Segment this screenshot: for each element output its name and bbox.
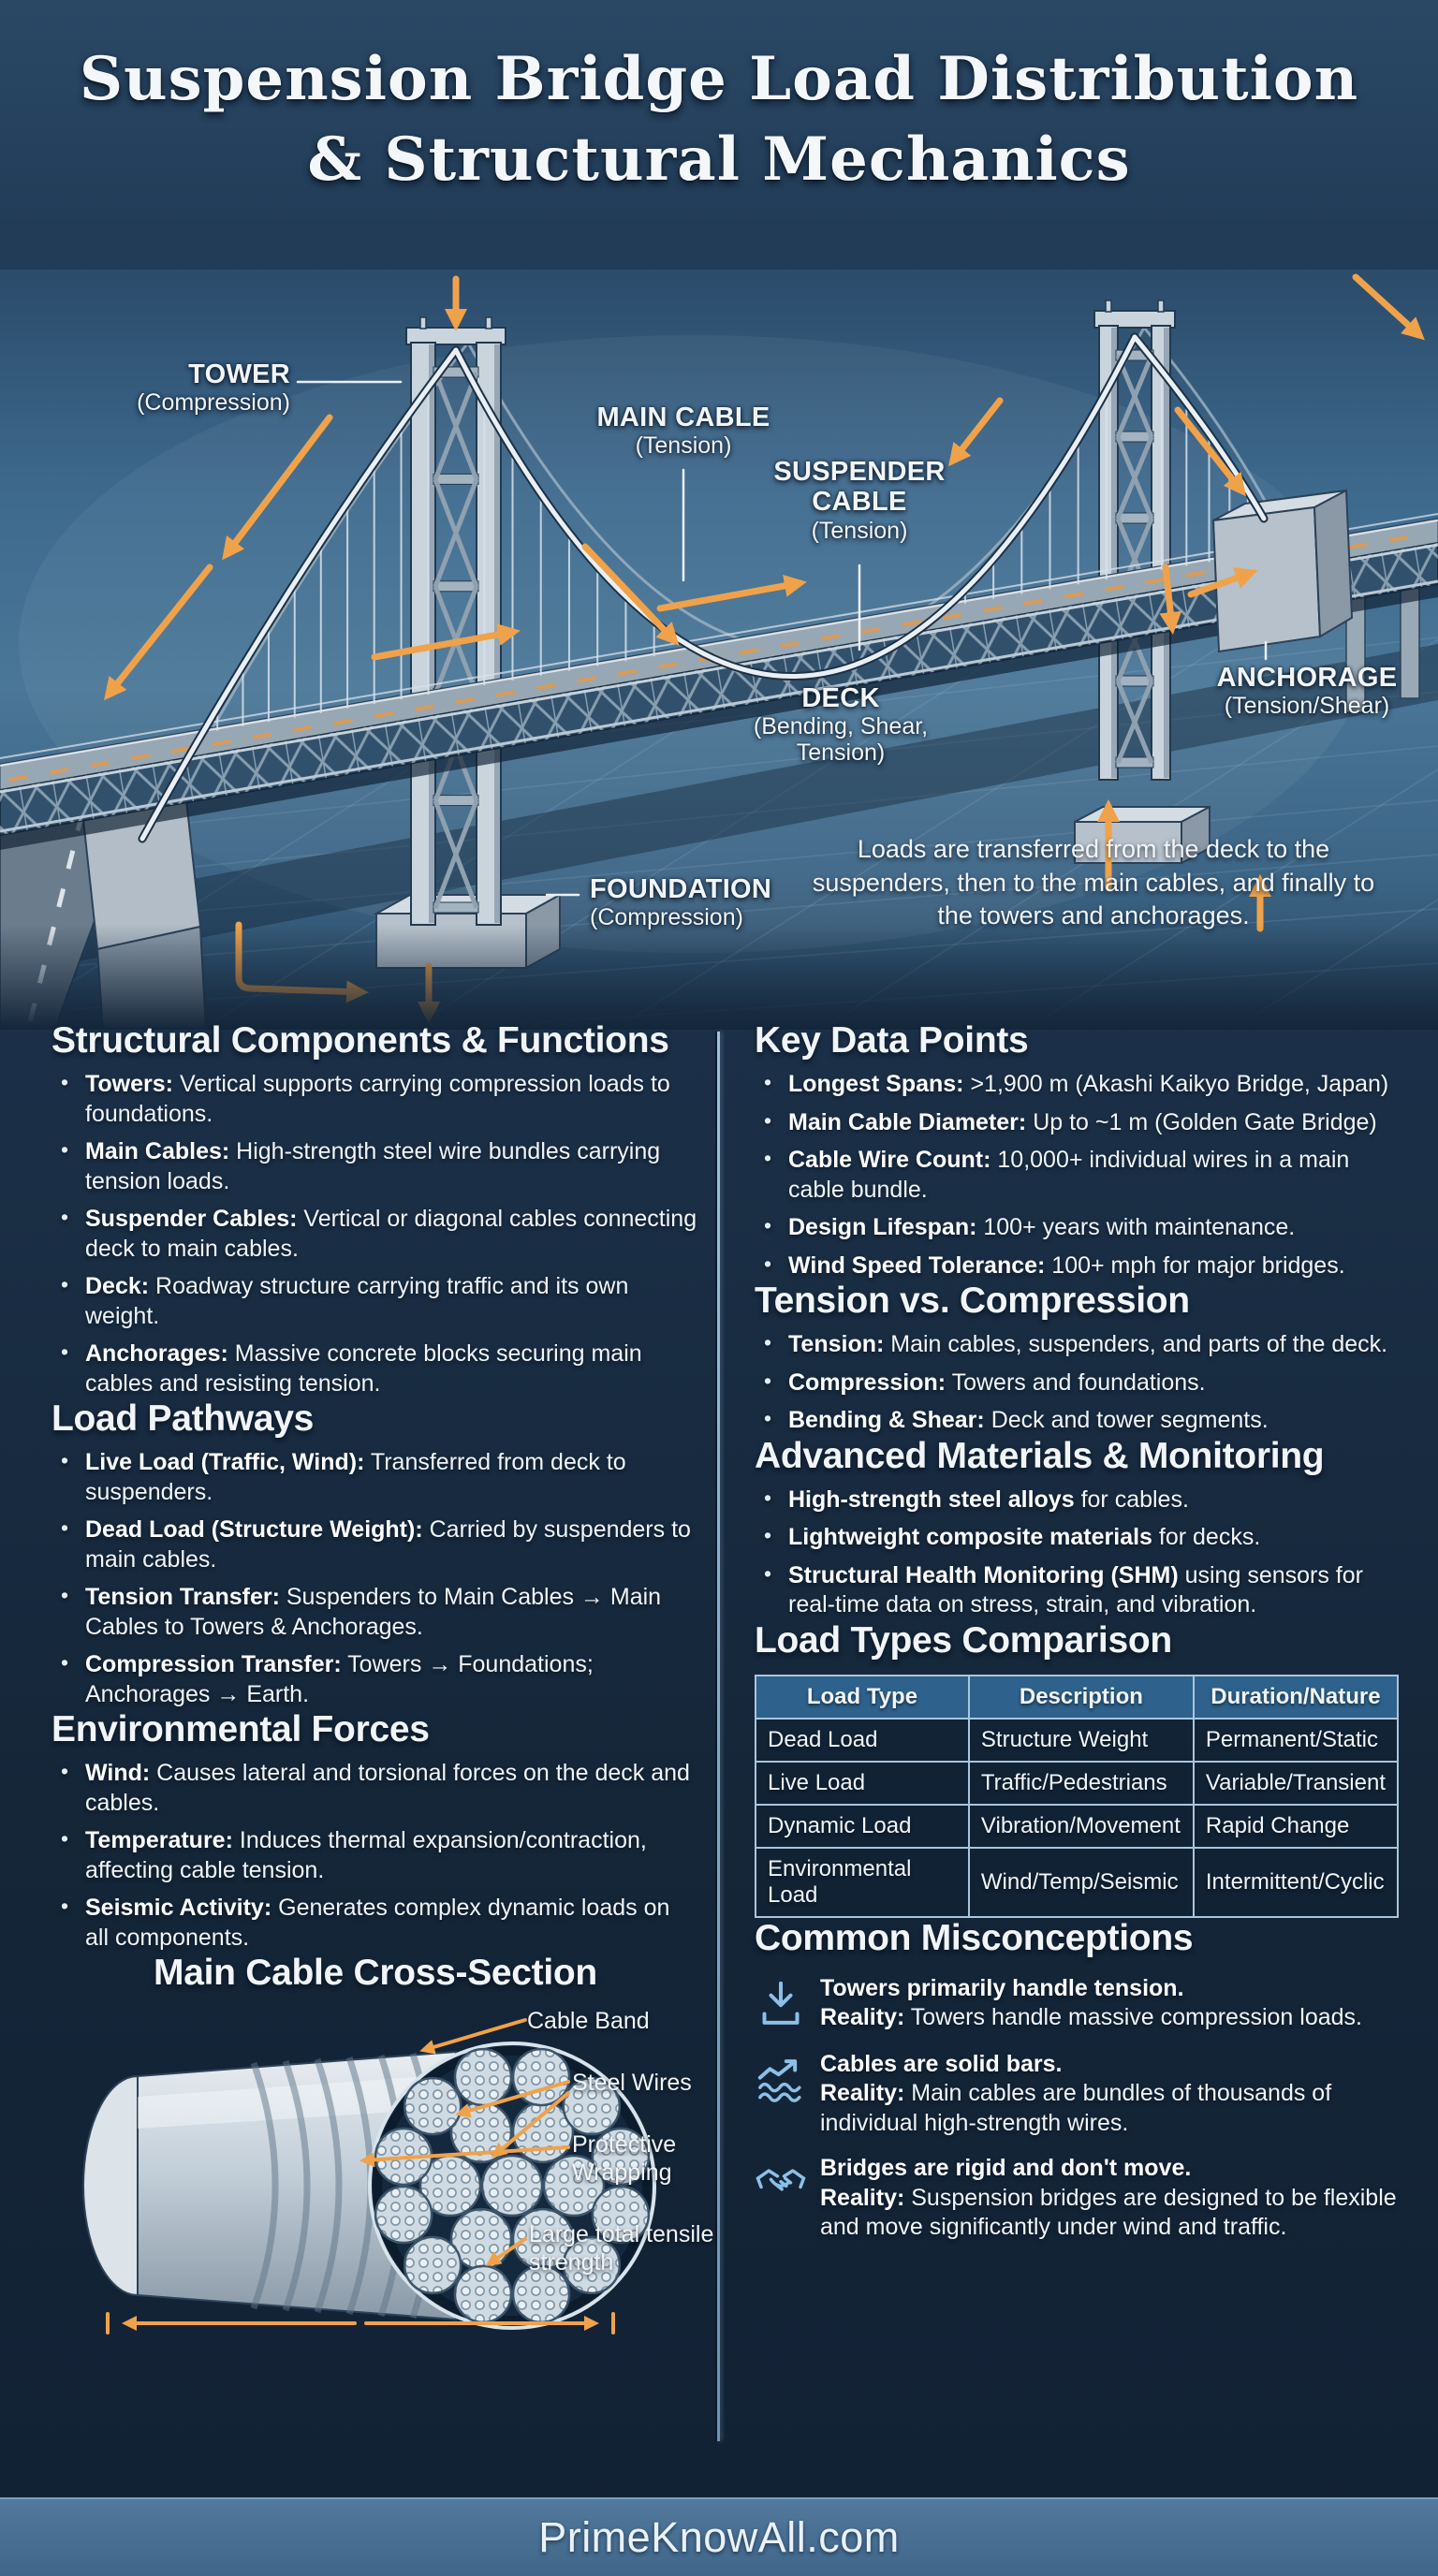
cross-section-label-wrapping: Protective Wrapping xyxy=(572,2131,677,2186)
handshake-icon xyxy=(755,2154,820,2243)
misconception-myth: Cables are solid bars. xyxy=(820,2050,1063,2077)
list-item: • Tension: Main cables, suspenders, and parts of the deck. xyxy=(755,1330,1399,1360)
list-item: • Suspender Cables: Vertical or diagonal cables connecting deck to main cables. xyxy=(51,1205,699,1264)
label-deck: DECK (Bending, Shear, Tension) xyxy=(753,683,929,767)
right-column xyxy=(755,1020,1399,2243)
table-header-cell: Description xyxy=(969,1676,1194,1719)
section-title-structural: Structural Components & Functions xyxy=(51,1020,669,1061)
list-item: • Lightweight composite materials for decks. xyxy=(755,1523,1399,1553)
list-item: • Bending & Shear: Deck and tower segments. xyxy=(755,1406,1399,1436)
misconception-reality: Reality: Suspension bridges are designed to be flexible and move significantly under wind and traffic. xyxy=(820,2184,1397,2241)
environment-list xyxy=(51,1759,699,1953)
label-tower-name: TOWER xyxy=(188,359,290,389)
section-title-environment: Environmental Forces xyxy=(51,1709,430,1749)
list-item: • Anchorages: Massive concrete blocks securing main cables and resisting tension. xyxy=(51,1339,699,1398)
section-title-tension-compression: Tension vs. Compression xyxy=(755,1281,1190,1321)
list-item: • Wind Speed Tolerance: 100+ mph for major bridges. xyxy=(755,1251,1399,1281)
list-item: • Wind: Causes lateral and torsional forces on the deck and cables. xyxy=(51,1759,699,1818)
column-divider xyxy=(717,1032,720,2441)
misconception-myth: Towers primarily handle tension. xyxy=(820,1974,1184,2001)
list-item: • Compression Transfer: Towers → Foundations; Anchorages → Earth. xyxy=(51,1650,699,1709)
section-title-key-data: Key Data Points xyxy=(755,1020,1029,1061)
table-row: Live Load Traffic/Pedestrians Variable/Transient xyxy=(756,1762,1398,1805)
table-header-cell: Load Type xyxy=(756,1676,969,1719)
page-title-line1: Suspension Bridge Load Distribution xyxy=(79,44,1359,114)
left-column xyxy=(51,1020,714,2342)
list-item: • Dead Load (Structure Weight): Carried by suspenders to main cables. xyxy=(51,1515,699,1574)
key-data-list xyxy=(755,1070,1399,1281)
site-name: PrimeKnowAll.com xyxy=(538,2513,900,2561)
table-header-row xyxy=(756,1676,1398,1719)
section-title-misconceptions: Common Misconceptions xyxy=(755,1917,1194,1958)
misconception-item xyxy=(755,2050,1399,2139)
list-item: • Main Cable Diameter: Up to ~1 m (Golden Gate Bridge) xyxy=(755,1108,1399,1138)
list-item: • Towers: Vertical supports carrying compression loads to foundations. xyxy=(51,1070,699,1129)
materials-list xyxy=(755,1486,1399,1620)
list-item: • Seismic Activity: Generates complex dynamic loads on all components. xyxy=(51,1894,699,1953)
list-item: • Main Cables: High-strength steel wire bundles carrying tension loads. xyxy=(51,1137,699,1196)
list-item: • High-strength steel alloys for cables. xyxy=(755,1486,1399,1515)
table-row: Environmental Load Wind/Temp/Seismic Intermittent/Cyclic xyxy=(756,1848,1398,1917)
download-icon xyxy=(755,1974,820,2035)
structural-list xyxy=(51,1070,699,1398)
anchorage-block xyxy=(1213,490,1352,651)
label-tower-sub: (Compression) xyxy=(137,389,290,417)
bridge-illustration xyxy=(0,270,1438,1030)
label-main-cable: MAIN CABLE (Tension) xyxy=(596,402,770,460)
cross-section-label-tensile: Large total tensile strength xyxy=(529,2221,714,2276)
list-item: • Compression: Towers and foundations. xyxy=(755,1368,1399,1398)
label-foundation: FOUNDATION (Compression) xyxy=(590,874,772,931)
table-header-cell: Duration/Nature xyxy=(1194,1676,1398,1719)
list-item: • Tension Transfer: Suspenders to Main Cables → Main Cables to Towers & Anchorages. xyxy=(51,1583,699,1642)
section-title-materials: Advanced Materials & Monitoring xyxy=(755,1435,1325,1476)
misconception-reality: Reality: Main cables are bundles of thousands of individual high-strength wires. xyxy=(820,2080,1332,2136)
label-tower xyxy=(51,359,290,416)
table-row: Dead Load Structure Weight Permanent/Static xyxy=(756,1719,1398,1762)
page-title-line2: & Structural Mechanics xyxy=(307,124,1131,195)
misconception-reality: Reality: Towers handle massive compression loads. xyxy=(820,2004,1362,2031)
table-row: Dynamic Load Vibration/Movement Rapid Change xyxy=(756,1805,1398,1848)
wave-trend-icon xyxy=(755,2050,820,2139)
footer-banner xyxy=(0,2497,1438,2576)
section-title-pathways: Load Pathways xyxy=(51,1398,315,1439)
pathways-list xyxy=(51,1448,699,1709)
cable-cross-section-figure xyxy=(51,2003,714,2342)
misconception-item xyxy=(755,2154,1399,2243)
tension-compression-list xyxy=(755,1330,1399,1436)
load-transfer-caption: Loads are transferred from the deck to the suspenders, then to the main cables, and finally to the towers and anchorages. xyxy=(812,835,1375,930)
section-title-load-table: Load Types Comparison xyxy=(755,1619,1172,1661)
list-item: • Cable Wire Count: 10,000+ individual wires in a main cable bundle. xyxy=(755,1146,1399,1205)
cross-section-label-cable-band: Cable Band xyxy=(527,2008,650,2034)
list-item: • Longest Spans: >1,900 m (Akashi Kaikyo Bridge, Japan) xyxy=(755,1070,1399,1100)
label-anchorage: ANCHORAGE (Tension/Shear) xyxy=(1216,663,1398,720)
load-types-table xyxy=(755,1675,1399,1918)
section-title-cross-section: Main Cable Cross-Section xyxy=(154,1953,597,1993)
list-item: • Structural Health Monitoring (SHM) using sensors for real-time data on stress, strain, and vibration. xyxy=(755,1561,1399,1620)
list-item: • Temperature: Induces thermal expansion/contraction, affecting cable tension. xyxy=(51,1826,699,1885)
list-item: • Design Lifespan: 100+ years with maintenance. xyxy=(755,1213,1399,1243)
list-item: • Deck: Roadway structure carrying traffic and its own weight. xyxy=(51,1272,699,1331)
label-suspender-cable: SUSPENDER CABLE (Tension) xyxy=(773,457,946,544)
misconception-myth: Bridges are rigid and don't move. xyxy=(820,2154,1192,2181)
misconception-item xyxy=(755,1974,1399,2035)
list-item: • Live Load (Traffic, Wind): Transferred from deck to suspenders. xyxy=(51,1448,699,1507)
page-title xyxy=(0,39,1438,200)
cross-section-label-steel-wires: Steel Wires xyxy=(572,2070,692,2096)
